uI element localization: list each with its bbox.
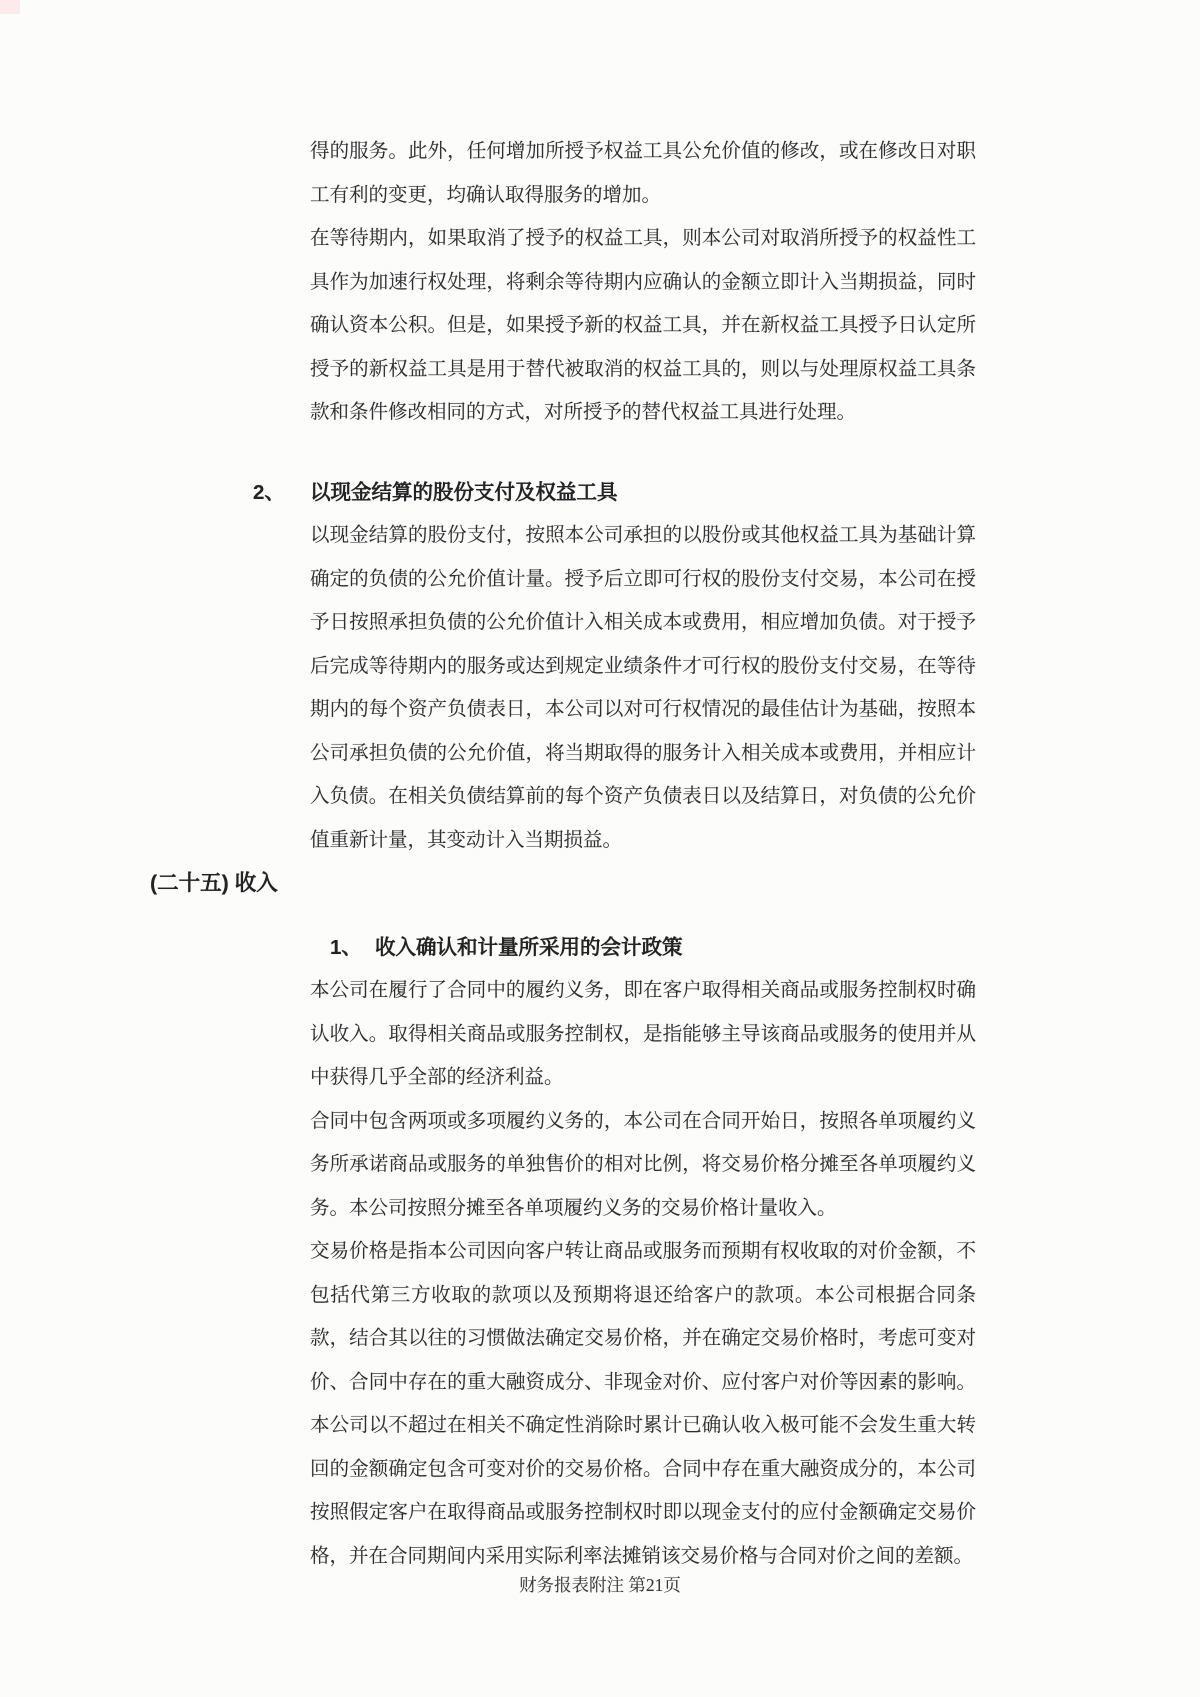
heading-text: 收入确认和计量所采用的会计政策 xyxy=(375,935,683,959)
paragraph-performance-obligation-allocation: 合同中包含两项或多项履约义务的，本公司在合同开始日，按照各单项履约义务所承诺商品或服务的单独售价的相对比例，将交易价格分摊至各单项履约义务。本公司按照分摊至各单项履约义务的交易价格计量收入。 xyxy=(310,1110,976,1219)
heading-text: 以现金结算的股份支付及权益工具 xyxy=(310,480,618,504)
paragraph-equity-modification: 得的服务。此外，任何增加所授予权益工具公允价值的修改，或在修改日对职工有利的变更，均确认取得服务的增加。 xyxy=(310,141,976,206)
paragraph-vesting-cancellation: 在等待期内，如果取消了授予的权益工具，则本公司对取消所授予的权益性工具作为加速行权处理，将剩余等待期内应确认的金额立即计入当期损益，同时确认资本公积。但是，如果授予新的权益工具，并在新权益工具授予日认定所授予的新权益工具是用于替代被取消的权益工具的，则以与处理原权益工具条款和条件修改相同的方式，对所授予的替代权益工具进行处理。 xyxy=(310,228,976,423)
page-footer: 财务报表附注 第21页 xyxy=(519,1575,681,1595)
heading-number: 2、 xyxy=(253,480,285,504)
paragraph-revenue-recognition: 本公司在履行了合同中的履约义务，即在客户取得相关商品或服务控制权时确认收入。取得相关商品或服务控制权，是指能够主导该商品或服务的使用并从中获得几乎全部的经济利益。 xyxy=(310,980,976,1088)
heading-cash-settled-share-payment xyxy=(253,471,980,515)
scan-artifact xyxy=(0,0,20,14)
heading-revenue-recognition-policy xyxy=(330,926,980,970)
document-body xyxy=(150,130,980,1578)
paragraph-transaction-price: 交易价格是指本公司因向客户转让商品或服务而预期有权收取的对价金额，不包括代第三方收取的款项以及预期将退还给客户的款项。本公司根据合同条款，结合其以往的习惯做法确定交易价格，并在确定交易价格时，考虑可变对价、合同中存在的重大融资成分、非现金对价、应付客户对价等因素的影响。本公司以不超过在相关不确定性消除时累计已确认收入极可能不会发生重大转回的金额确定包含可变对价的交易价格。合同中存在重大融资成分的，本公司按照假定客户在取得商品或服务控制权时即以现金支付的应付金额确定交易价格，并在合同期间内采用实际利率法摊销该交易价格与合同对价之间的差额。 xyxy=(310,1241,976,1567)
paragraph-cash-settled-payment: 以现金结算的股份支付，按照本公司承担的以股份或其他权益工具为基础计算确定的负债的公允价值计量。授予后立即可行权的股份支付交易，本公司在授予日按照承担负债的公允价值计入相关成本或费用，相应增加负债。对于授予后完成等待期内的服务或达到规定业绩条件才可行权的股份支付交易，在等待期内的每个资产负债表日，本公司以对可行权情况的最佳估计为基础，按照本公司承担负债的公允价值，将当期取得的服务计入相关成本或费用，并相应计入负债。在相关负债结算前的每个资产负债表日以及结算日，对负债的公允价值重新计量，其变动计入当期损益。 xyxy=(310,525,976,851)
heading-number: 1、 xyxy=(330,935,362,959)
section-title-revenue: (二十五) 收入 xyxy=(150,871,278,895)
